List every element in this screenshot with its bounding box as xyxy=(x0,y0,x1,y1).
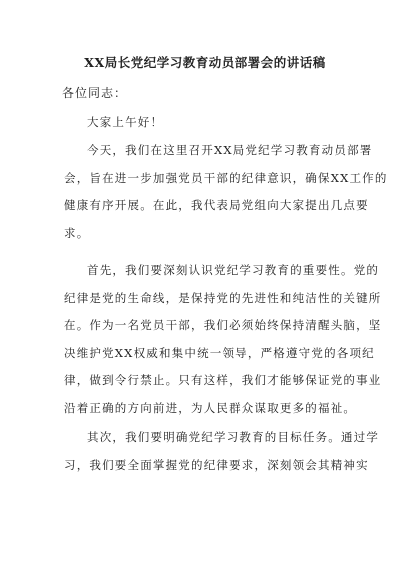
greeting xyxy=(87,109,353,137)
document-title: XX局长党纪学习教育动员部署会的讲话稿 xyxy=(84,55,326,70)
paragraph-line: 纪律是党的生命线，是保持党的先进性和纯洁性的关键所 xyxy=(64,290,382,305)
paragraph-line: 首先，我们要深刻认识党纪学习教育的重要性。党的 xyxy=(87,263,380,277)
paragraph-line: 会，旨在进一步加强党员干部的纪律意识，确保XX工作的 xyxy=(64,170,388,185)
paragraph-1 xyxy=(64,137,388,247)
salutation: 各位同志： xyxy=(62,86,128,100)
paragraph-3 xyxy=(64,424,380,479)
paragraph-line: 求。 xyxy=(64,225,90,240)
paragraph-line: 律，做到令行禁止。只有这样，我们才能够保证党的事业 xyxy=(64,373,382,387)
paragraph-line: 沿着正确的方向前进，为人民群众谋取更多的福祉。 xyxy=(64,400,357,415)
greeting-line: 大家上午好！ xyxy=(87,115,164,129)
paragraph-line: 今天，我们在这里召开XX局党纪学习教育动员部署 xyxy=(87,143,373,157)
paragraph-line: 其次，我们要明确党纪学习教育的目标任务。通过学 xyxy=(87,430,380,444)
paragraph-2 xyxy=(64,257,382,422)
paragraph-line: 习，我们要全面掌握党的纪律要求，深刻领会其精神实 xyxy=(64,457,369,472)
paragraph-line: 决维护党XX权威和集中统一领导，严格遵守党的各项纪 xyxy=(64,345,375,360)
paragraph-line: 在。作为一名党员干部，我们必须始终保持清醒头脑，坚 xyxy=(64,318,382,332)
paragraph-line: 健康有序开展。在此，我代表局党组向大家提出几点要 xyxy=(64,198,369,212)
